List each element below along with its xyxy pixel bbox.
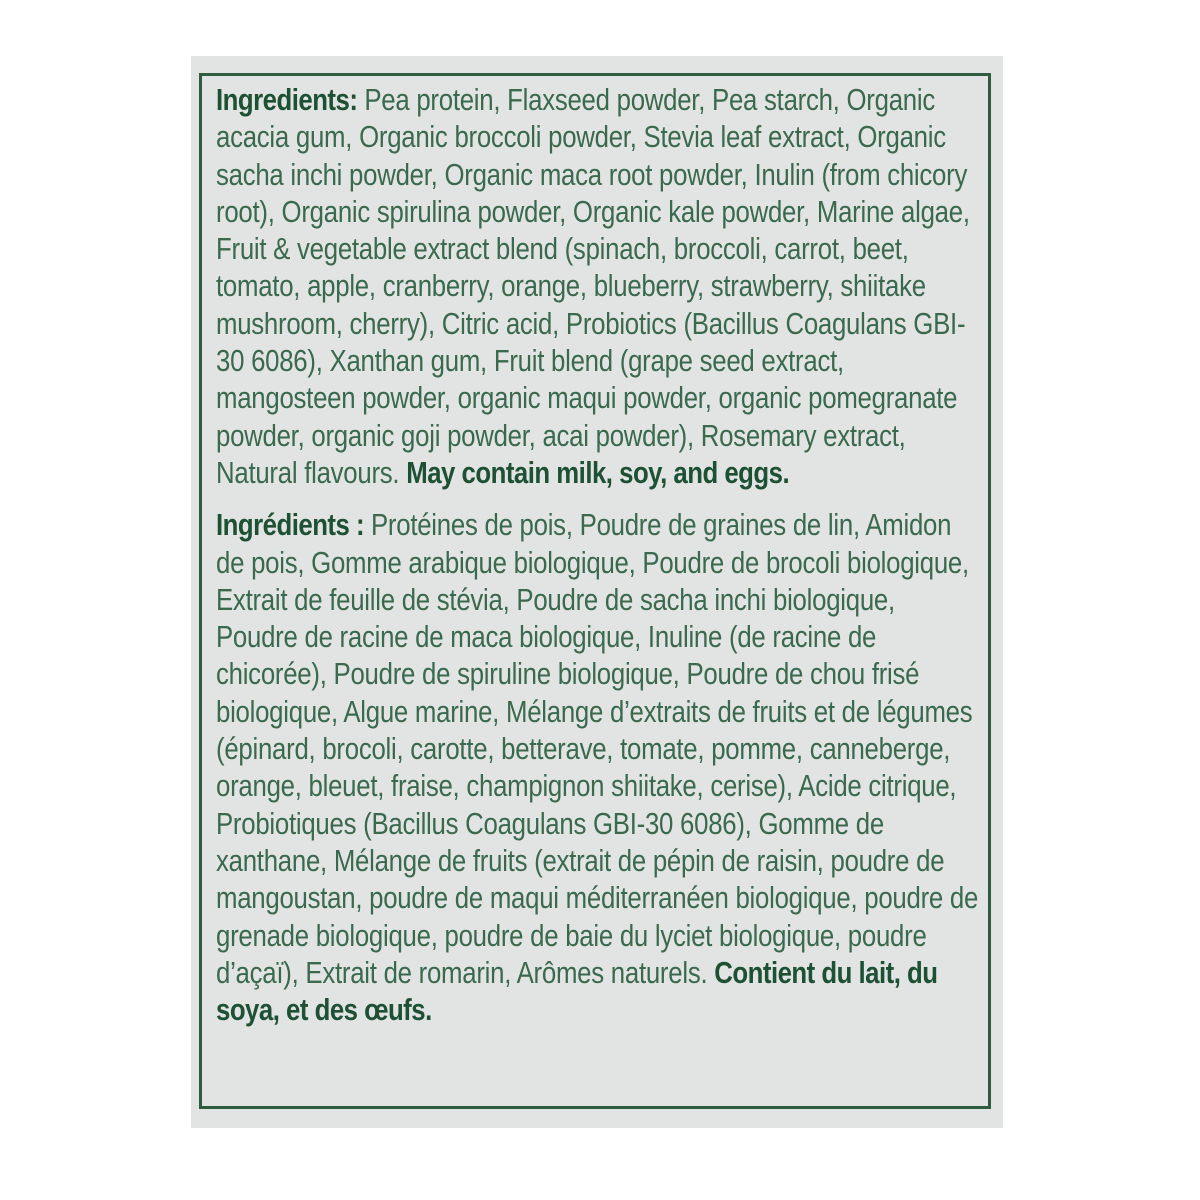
ingredients-paragraph-english (216, 82, 978, 492)
ingredients-label-panel (191, 56, 1003, 1128)
ingredients-list-english: Pea protein, Flaxseed powder, Pea starch, Organic acacia gum, Organic broccoli powder, Stevia leaf extract, Organic sacha inchi powder, Organic maca root powder, Inulin (from chicory root), Organic spirulina powder, Organic kale powder, Marine algae, Fruit & vegetable extract blend (spinach, broccoli, carrot, beet, tomato, apple, cranberry, orange, blueberry, strawberry, shiitake mushroom, cherry), Citric acid, Probiotics (Bacillus Coagulans GBI-30 6086), Xanthan gum, Fruit blend (grape seed extract, mangosteen powder, organic maqui powder, organic pomegranate powder, organic goji powder, acai powder), Rosemary extract, Natural flavours. (216, 83, 970, 490)
ingredients-text-block (216, 82, 978, 1029)
ingredients-list-french: Protéines de pois, Poudre de graines de lin, Amidon de pois, Gomme arabique biologique, Poudre de brocoli biologique, Extrait de feuille de stévia, Poudre de sacha inchi biologique, Poudre de racine de maca biologique, Inuline (de racine de chicorée), Poudre de spiruline biologique, Poudre de chou frisé biologique, Algue marine, Mélange d’extraits de fruits et de légumes (épinard, brocoli, carotte, betterave, tomate, pomme, canneberge, orange, bleuet, fraise, champignon shiitake, cerise), Acide citrique, Probiotiques (Bacillus Coagulans GBI-30 6086), Gomme de xanthane, Mélange de fruits (extrait de pépin de raisin, poudre de mangoustan, poudre de maqui méditerranéen biologique, poudre de grenade biologique, poudre de baie du lyciet biologique, poudre d’açaï), Extrait de romarin, Arômes naturels. (216, 508, 979, 990)
allergen-statement-french: Contient du lait, du soya, et des œufs. (216, 955, 938, 1028)
ingredients-heading-french: Ingrédients : (216, 508, 365, 543)
allergen-statement-english: May contain milk, soy, and eggs. (406, 455, 790, 490)
label-border (199, 73, 991, 1109)
ingredients-paragraph-french (216, 507, 978, 1029)
ingredients-heading-english: Ingredients: (216, 83, 358, 117)
